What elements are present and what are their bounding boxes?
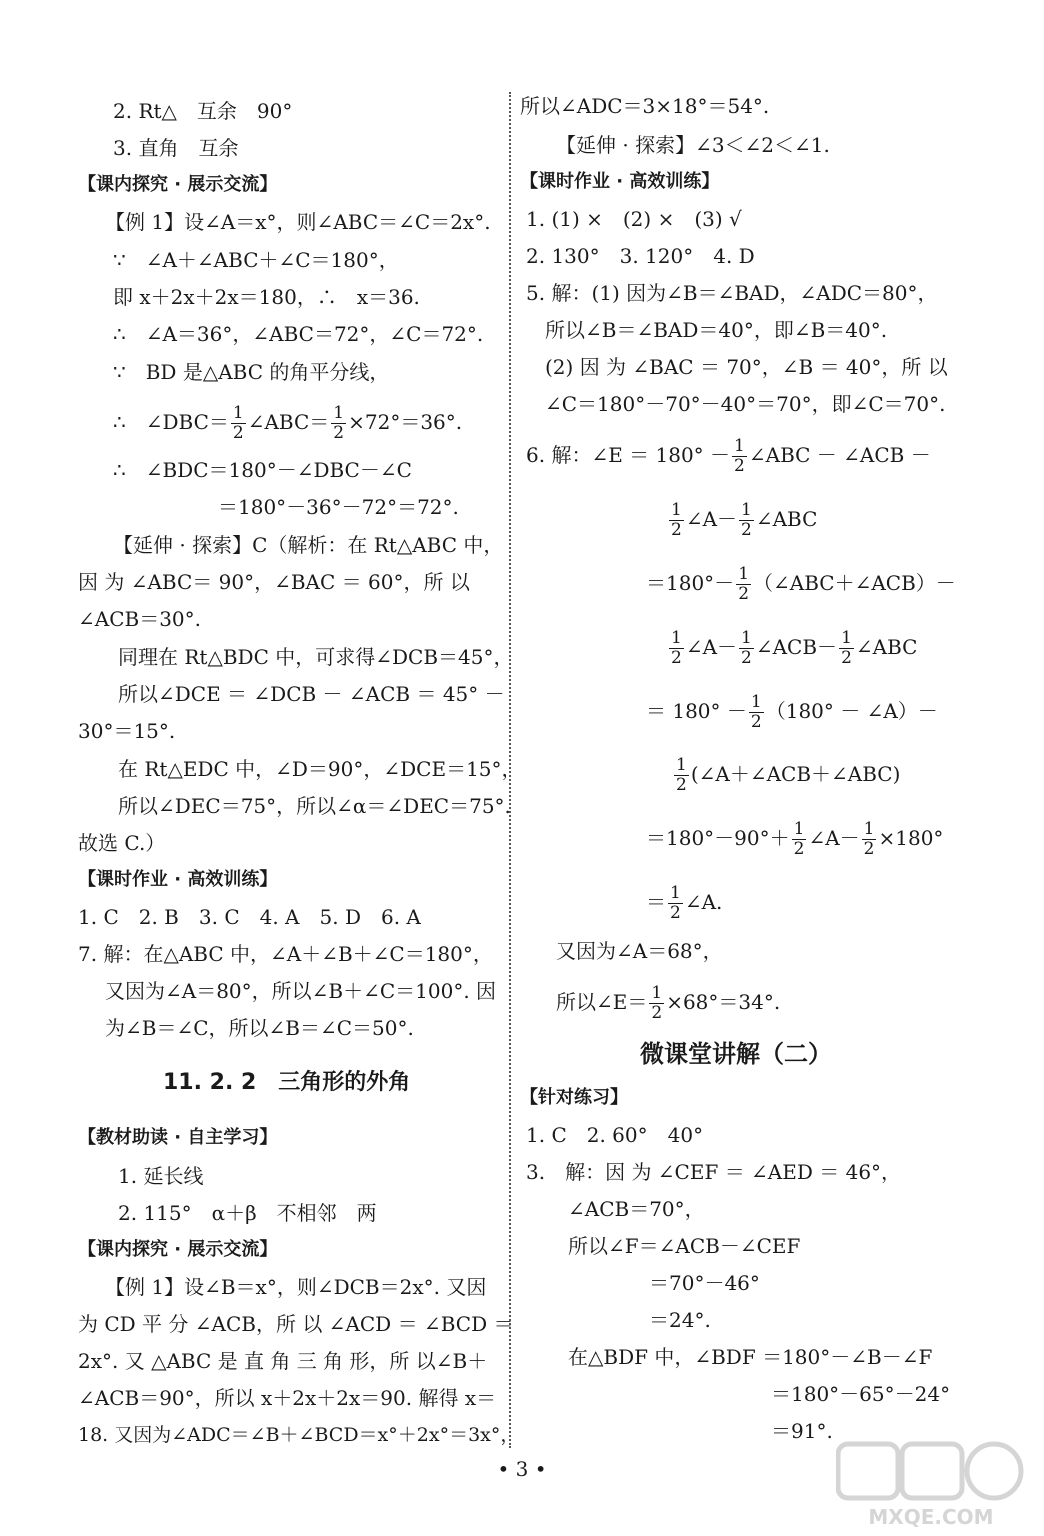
watermark-logo [836, 1440, 1026, 1528]
fraction [862, 820, 877, 859]
formula-line [526, 437, 931, 476]
text-fragment: ＝180°－ [646, 571, 735, 595]
text-fragment: ∠A－ [685, 635, 738, 659]
answer-line: 同理在 Rt△BDC 中，可求得∠DCB＝45°， [118, 645, 514, 669]
answer-line: 1. (1) × (2) × (3) √ [526, 207, 742, 231]
denominator: 2 [671, 520, 682, 540]
answer-line: ＝70°－46° [649, 1271, 760, 1295]
numerator: 1 [863, 819, 875, 839]
answer-line: ∵ BD 是△ABC 的角平分线， [113, 360, 390, 384]
fraction [732, 437, 747, 476]
denominator: 2 [863, 839, 875, 859]
answer-line: 3. 解：因 为 ∠CEF ＝ ∠AED ＝ 46°， [526, 1160, 902, 1184]
answer-line: 2. Rt△ 互余 90° [113, 99, 293, 123]
answer-line: 即 x＋2x＋2x＝180，∴ x＝36. [113, 285, 420, 309]
formula-line [556, 984, 780, 1023]
answer-line: ∠ACB＝30°. [78, 607, 202, 631]
fraction [792, 820, 807, 859]
answer-line: ∴ ∠BDC＝180°－∠DBC－∠C [113, 458, 412, 482]
text-fragment: （180° － ∠A）－ [765, 699, 938, 723]
numerator: 1 [670, 883, 681, 903]
text-fragment: ＝ [646, 890, 666, 914]
numerator: 1 [750, 692, 762, 712]
answer-line: 30°＝15°. [78, 719, 176, 743]
formula-line [646, 693, 938, 732]
answer-line: 2x°. 又 △ABC 是 直 角 三 角 形，所 以∠B＋ [78, 1349, 488, 1373]
denominator: 2 [671, 648, 682, 668]
answer-line: (2) 因 为 ∠BAC ＝ 70°，∠B ＝ 40°，所 以 [545, 355, 948, 379]
numerator: 1 [734, 436, 745, 456]
fraction [649, 984, 664, 1023]
text-fragment: ∠ABC － ∠ACB － [748, 443, 931, 467]
numerator: 1 [671, 628, 682, 648]
section-heading: 【针对练习】 [520, 1087, 628, 1108]
text-fragment: ∠ABC [855, 635, 918, 659]
text-fragment: ∠ACB－ [755, 635, 838, 659]
answer-line: 因 为 ∠ABC＝ 90°，∠BAC ＝ 60°，所 以 [78, 570, 470, 594]
section-heading: 【课内探究 · 展示交流】 [78, 1239, 278, 1260]
answer-line: ∵ ∠A＋∠ABC＋∠C＝180°， [113, 248, 399, 272]
answer-line: 【延伸 · 探索】C（解析：在 Rt△ABC 中， [113, 533, 504, 557]
fraction [669, 501, 684, 540]
numerator: 1 [738, 564, 750, 584]
formula-line [113, 404, 462, 443]
answer-line: 2. 130° 3. 120° 4. D [526, 244, 755, 268]
fraction [839, 629, 854, 668]
formula-line [672, 756, 900, 795]
denominator: 2 [676, 775, 687, 795]
section-heading: 【课内探究 · 展示交流】 [78, 174, 278, 195]
answer-line: 3. 直角 互余 [113, 136, 239, 160]
answer-line: 所以∠DEC＝75°，所以∠α＝∠DEC＝75°. [118, 794, 511, 818]
denominator: 2 [841, 648, 852, 668]
numerator: 1 [841, 628, 852, 648]
denominator: 2 [232, 423, 244, 443]
fraction [331, 404, 346, 443]
section-heading: 【课时作业 · 高效训练】 [78, 869, 278, 890]
answer-line: 所以∠F＝∠ACB－∠CEF [568, 1234, 801, 1258]
section-heading: 【教材助读 · 自主学习】 [78, 1127, 278, 1148]
text-fragment: ∠A－ [808, 826, 860, 850]
answer-line: ∴ ∠A＝36°，∠ABC＝72°，∠C＝72°. [113, 322, 484, 346]
answer-line: ∠C＝180°－70°－40°＝70°，即∠C＝70°. [545, 392, 946, 416]
numerator: 1 [651, 983, 663, 1003]
text-fragment: ×180° [878, 826, 944, 850]
text-fragment: ×68°＝34°. [666, 990, 781, 1014]
svg-text:MXQE.COM: MXQE.COM [868, 1505, 994, 1528]
answer-line: ＝24°. [649, 1308, 711, 1332]
text-fragment: （∠ABC＋∠ACB）－ [753, 571, 956, 595]
text-fragment: ∴ ∠DBC＝ [113, 410, 229, 434]
fraction [739, 501, 754, 540]
text-fragment: ＝180°－90°＋ [646, 826, 790, 850]
fraction [749, 693, 764, 732]
formula-line [667, 629, 917, 668]
page-number: • 3 • [497, 1457, 547, 1481]
formula-line [667, 501, 817, 540]
answer-line: ＝180°－65°－24° [771, 1382, 951, 1406]
answer-line: 又因为∠A＝80°，所以∠B＋∠C＝100°. 因 [105, 979, 497, 1003]
text-fragment: 所以∠E＝ [556, 990, 648, 1014]
text-fragment: ∠A. [684, 890, 723, 914]
answer-line: 1. C 2. 60° 40° [526, 1123, 704, 1147]
text-fragment: (∠A＋∠ACB＋∠ABC) [690, 762, 901, 786]
denominator: 2 [741, 520, 752, 540]
denominator: 2 [670, 903, 681, 923]
answer-line: 1. C 2. B 3. C 4. A 5. D 6. A [78, 905, 421, 929]
fraction [231, 404, 246, 443]
numerator: 1 [671, 500, 682, 520]
section-title: 微课堂讲解（二） [640, 1040, 832, 1068]
text-fragment: 6. 解：∠E ＝ 180° － [526, 443, 731, 467]
answer-line: 1. 延长线 [118, 1164, 204, 1188]
numerator: 1 [741, 628, 752, 648]
denominator: 2 [651, 1003, 663, 1023]
numerator: 1 [676, 755, 687, 775]
answer-line: ∠ACB＝90°，所以 x＋2x＋2x＝90. 解得 x＝ [78, 1386, 497, 1410]
answer-line: 【例 1】设∠A＝x°，则∠ABC＝∠C＝2x°. [105, 210, 491, 234]
column-divider [509, 92, 511, 1448]
answer-line: 在△BDF 中，∠BDF ＝180°－∠B－∠F [568, 1345, 933, 1369]
fraction [674, 756, 689, 795]
answer-line: ∠ACB＝70°， [568, 1197, 705, 1221]
fraction [739, 629, 754, 668]
text-fragment: ×72°＝36°. [348, 410, 463, 434]
answer-line: 又因为∠A＝68°， [556, 939, 723, 963]
answer-line: 所以∠ADC＝3×18°＝54°. [520, 94, 770, 118]
formula-line [646, 565, 956, 604]
denominator: 2 [793, 839, 805, 859]
section-heading: 【课时作业 · 高效训练】 [520, 171, 720, 192]
numerator: 1 [333, 403, 345, 423]
text-fragment: ∠ABC [755, 507, 818, 531]
section-title: 11. 2. 2 三角形的外角 [163, 1070, 411, 1095]
answer-line: 为∠B＝∠C，所以∠B＝∠C＝50°. [105, 1016, 414, 1040]
denominator: 2 [750, 712, 762, 732]
answer-line: 所以∠B＝∠BAD＝40°，即∠B＝40°. [545, 318, 888, 342]
numerator: 1 [793, 819, 805, 839]
text-fragment: ∠ABC＝ [247, 410, 330, 434]
fraction [668, 884, 683, 923]
denominator: 2 [738, 584, 750, 604]
answer-line: 为 CD 平 分 ∠ACB，所 以 ∠ACD ＝ ∠BCD ＝ [78, 1312, 514, 1336]
fraction [736, 565, 751, 604]
text-fragment: ∠A－ [685, 507, 738, 531]
answer-line: 所以∠DCE ＝ ∠DCB － ∠ACB ＝ 45° － [118, 682, 505, 706]
numerator: 1 [741, 500, 752, 520]
fraction [669, 629, 684, 668]
denominator: 2 [333, 423, 345, 443]
answer-line: 在 Rt△EDC 中，∠D＝90°，∠DCE＝15°， [118, 757, 522, 781]
answer-line: 【延伸 · 探索】∠3＜∠2＜∠1. [556, 133, 830, 157]
answer-line: ＝91°. [771, 1419, 833, 1443]
answer-line: ＝180°－36°－72°＝72°. [218, 495, 459, 519]
formula-line [646, 820, 943, 859]
formula-line [646, 884, 722, 923]
denominator: 2 [734, 456, 745, 476]
answer-line: 5. 解：(1) 因为∠B＝∠BAD，∠ADC＝80°， [526, 281, 938, 305]
answer-line: 故选 C.） [78, 831, 166, 855]
denominator: 2 [741, 648, 752, 668]
answer-line: 【例 1】设∠B＝x°，则∠DCB＝2x°. 又因 [105, 1275, 487, 1299]
answer-line: 18. 又因为∠ADC＝∠B＋∠BCD＝x°＋2x°＝3x°， [78, 1424, 520, 1446]
answer-line: 2. 115° α＋β 不相邻 两 [118, 1201, 377, 1225]
text-fragment: ＝ 180° － [646, 699, 747, 723]
answer-line: 7. 解：在△ABC 中，∠A＋∠B＋∠C＝180°， [78, 942, 493, 966]
numerator: 1 [232, 403, 244, 423]
